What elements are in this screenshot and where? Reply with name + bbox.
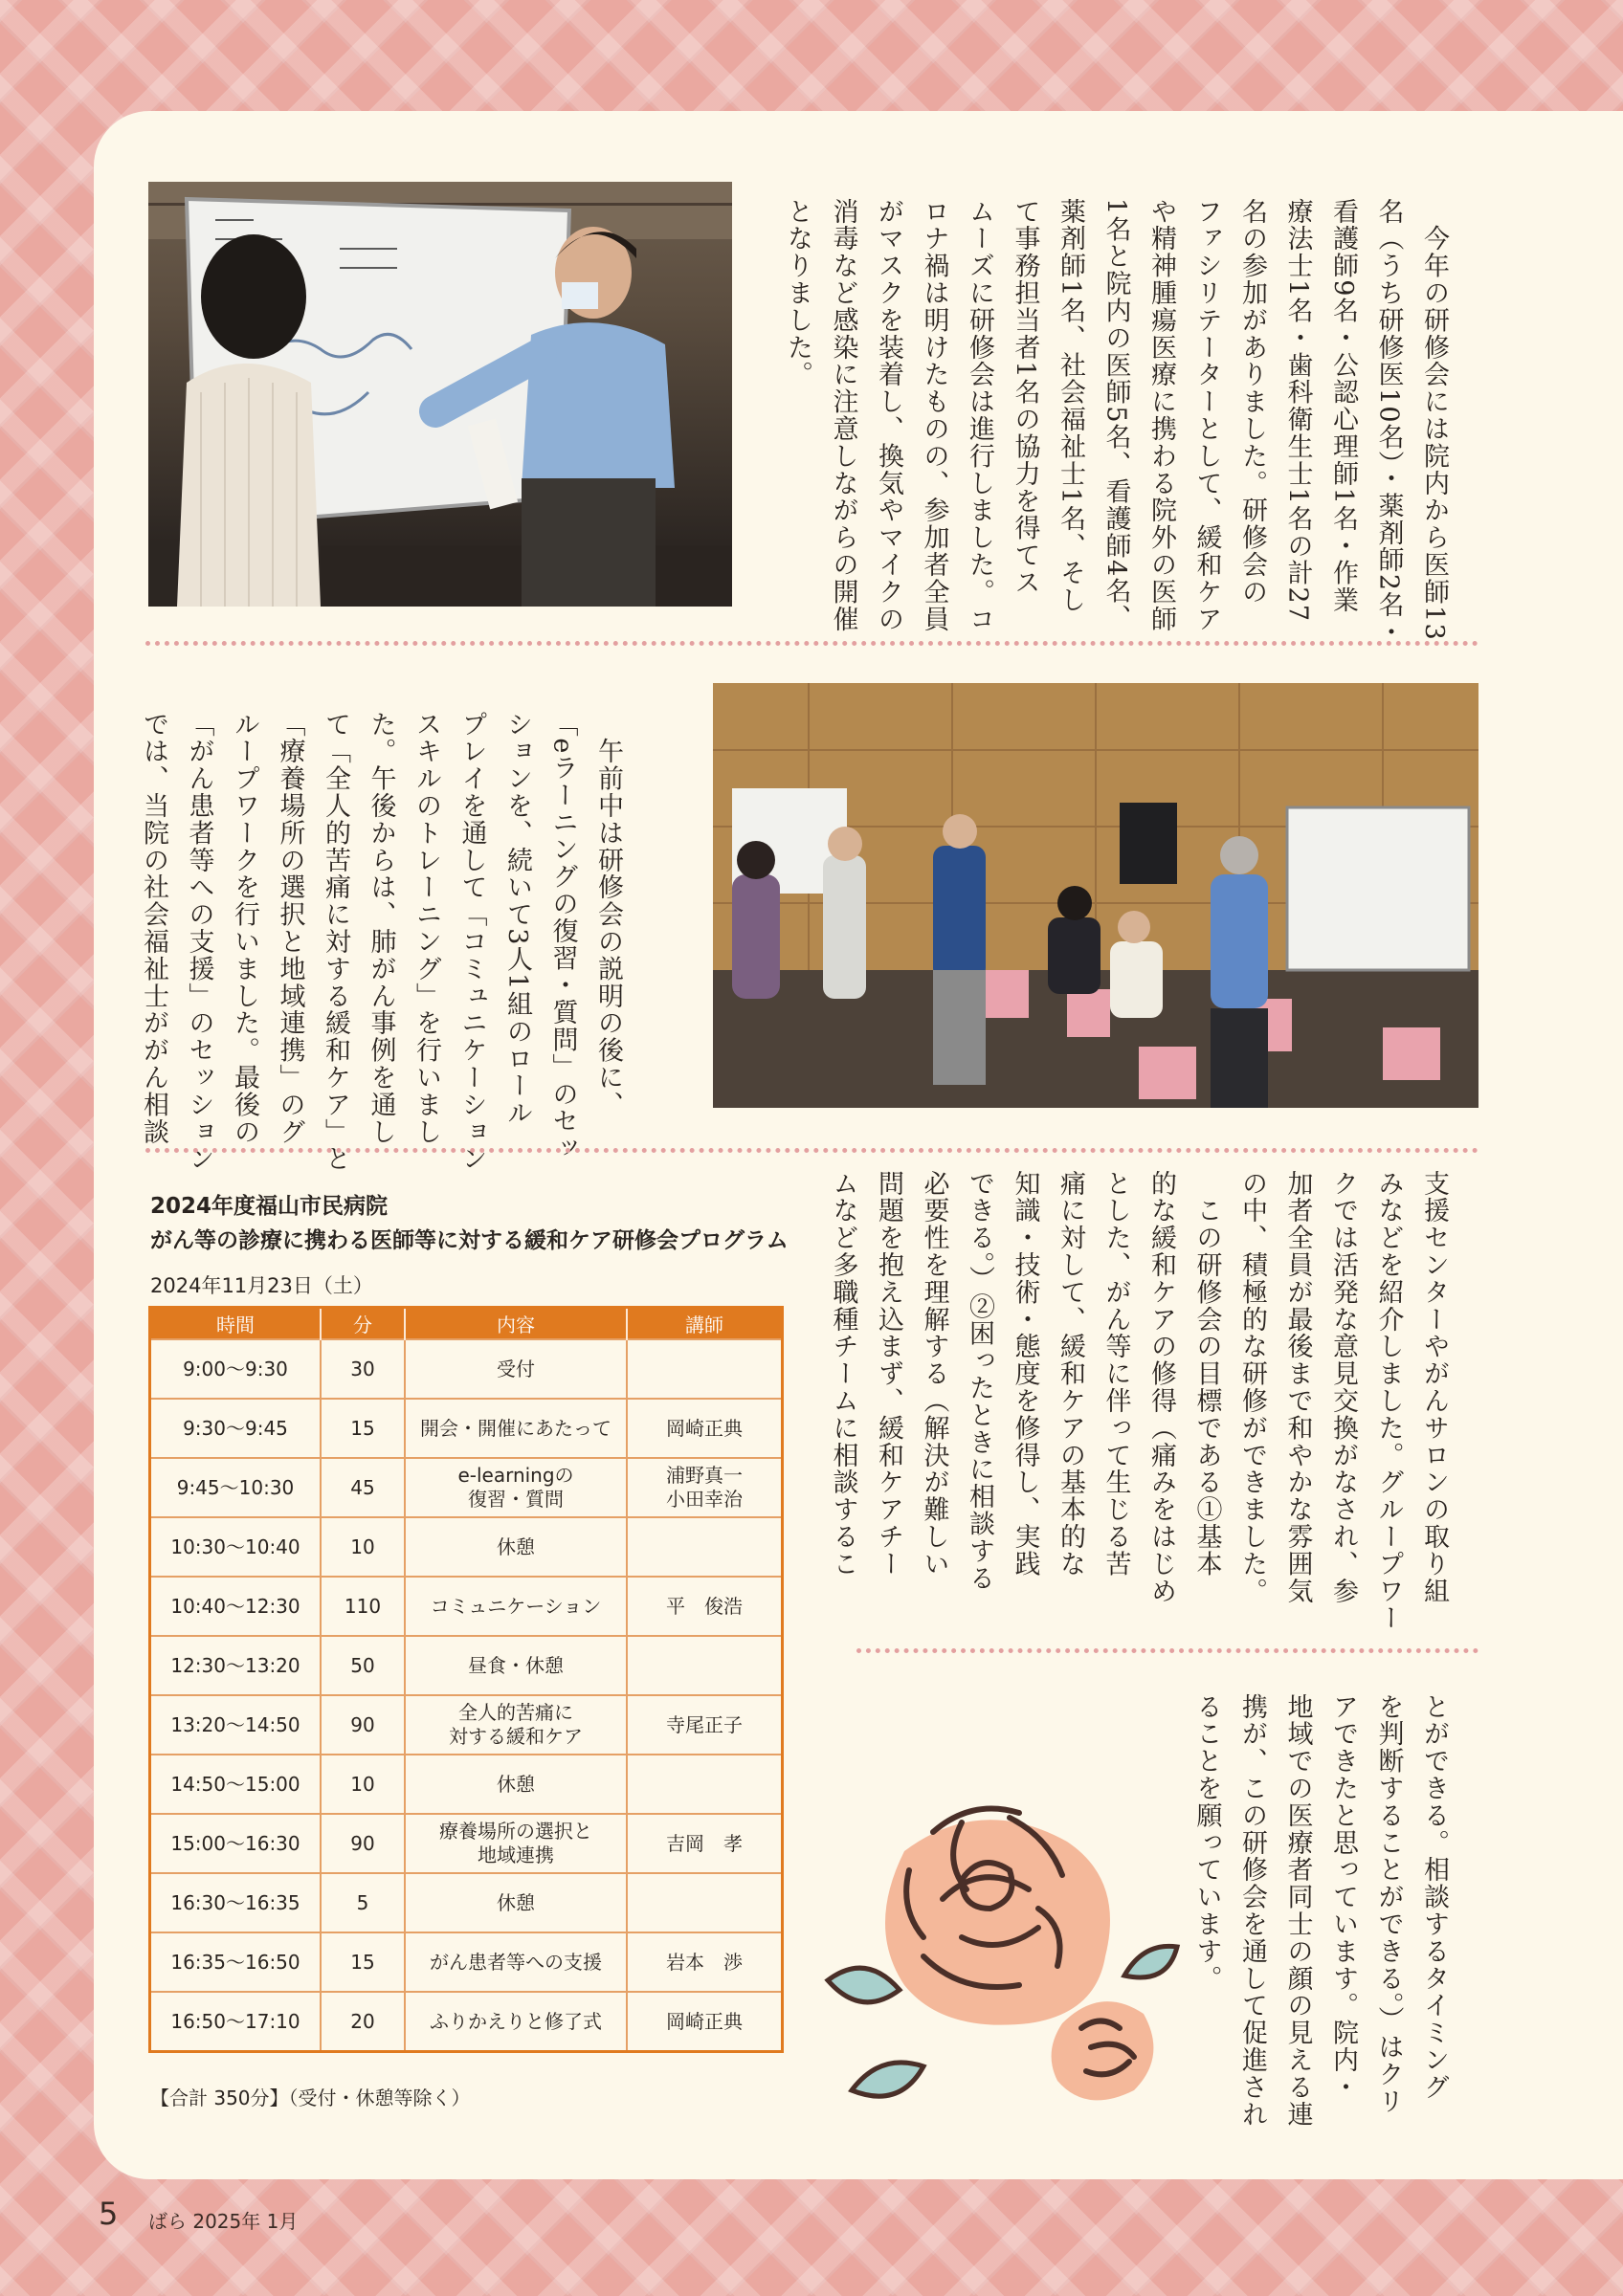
table-row	[150, 1577, 783, 1636]
cell-minutes: 50	[321, 1636, 405, 1695]
group-work-photo-drawing	[713, 683, 1478, 1108]
header-time: 時間	[150, 1308, 322, 1340]
dotted-divider	[145, 1148, 1478, 1153]
header-minutes: 分	[321, 1308, 405, 1340]
cell-time: 16:35〜16:50	[150, 1932, 322, 1992]
cell-time: 9:45〜10:30	[150, 1458, 322, 1517]
cell-lecturer: 浦野真一 小田幸治	[627, 1458, 783, 1517]
cell-lecturer	[627, 1339, 783, 1399]
table-row	[150, 1695, 783, 1755]
cell-content: 全人的苦痛に 対する緩和ケア	[405, 1695, 627, 1755]
article-paragraph-3: 支援センターやがんサロンの取り組 みなどを紹介しました。グループワー クでは活発な意見交換がなされ、参 加者全員が最後まで和やかな雰囲気 の中、積極的な研修ができました。 この研修会の目標である①基本 的な緩和ケアの修得（痛みをはじめ とした、がん等に伴って生じる苦 痛に対して、緩和ケアの基本的な 知識・技術・態度を修得し、実践 できる。）②困ったときに相談する 必要性を理解する（解決が難しい 問題を抱え込まず、緩和ケアチー ムなど多職種チームに相談するこ	[828, 1170, 1449, 1632]
program-organization: 2024年度福山市民病院	[150, 1194, 389, 1219]
whiteboard-photo	[148, 182, 732, 607]
article-paragraph-4: とができる。相談するタイミング を判断することができる。）はクリ アできたと思っています。院内・ 地域での医療者同士の顔の見える連 携が、この研修会を通して促進され ることを願っています。	[1191, 1693, 1449, 2129]
cell-content: 昼食・休憩	[405, 1636, 627, 1695]
cell-minutes: 90	[321, 1695, 405, 1755]
cell-content: 受付	[405, 1339, 627, 1399]
cell-minutes: 20	[321, 1992, 405, 2052]
rose-illustration	[818, 1775, 1201, 2138]
table-row	[150, 1873, 783, 1932]
table-row	[150, 1814, 783, 1873]
cell-lecturer	[627, 1755, 783, 1814]
cell-minutes: 45	[321, 1458, 405, 1517]
cell-time: 12:30〜13:20	[150, 1636, 322, 1695]
cell-lecturer: 寺尾正子	[627, 1695, 783, 1755]
cell-content: 療養場所の選択と 地域連携	[405, 1814, 627, 1873]
cell-content: 開会・開催にあたって	[405, 1399, 627, 1458]
cell-time: 16:30〜16:35	[150, 1873, 322, 1932]
table-row	[150, 1339, 783, 1399]
cell-time: 15:00〜16:30	[150, 1814, 322, 1873]
table-row	[150, 1636, 783, 1695]
program-total-note: 【合計 350分】（受付・休憩等除く）	[150, 2086, 471, 2109]
cell-content: がん患者等への支援	[405, 1932, 627, 1992]
dotted-divider	[145, 641, 1478, 646]
page-number: 5	[99, 2196, 119, 2232]
article-paragraph-2: 午前中は研修会の説明の後に、 「eラーニングの復習・質問」のセッ ションを、続いて3人1組のロール プレイを通して「コミュニケーション スキルのトレーニング」を行いまし た。午後からは、肺がん事例を通し て「全人的苦痛に対する緩和ケア」と 「療養場所の選択と地域連携」のグ ループワークを行いました。最後の 「がん患者等への支援」のセッション では、当院の社会福祉士ががん相談	[139, 711, 623, 1173]
cell-content: ふりかえりと修了式	[405, 1992, 627, 2052]
cell-minutes: 30	[321, 1339, 405, 1399]
cell-lecturer: 岡崎正典	[627, 1399, 783, 1458]
cell-time: 13:20〜14:50	[150, 1695, 322, 1755]
cell-minutes: 90	[321, 1814, 405, 1873]
cell-lecturer: 吉岡 孝	[627, 1814, 783, 1873]
program-schedule-table	[148, 1306, 784, 2053]
cell-time: 10:30〜10:40	[150, 1517, 322, 1577]
cell-lecturer	[627, 1517, 783, 1577]
cell-minutes: 15	[321, 1399, 405, 1458]
header-lecturer: 講師	[627, 1308, 783, 1340]
table-row	[150, 1399, 783, 1458]
cell-minutes: 5	[321, 1873, 405, 1932]
dotted-divider	[856, 1648, 1478, 1653]
table-row	[150, 1517, 783, 1577]
magazine-issue: ばら 2025年 1月	[148, 2210, 299, 2233]
cell-minutes: 15	[321, 1932, 405, 1992]
cell-minutes: 10	[321, 1517, 405, 1577]
whiteboard-photo-drawing	[148, 182, 732, 607]
cell-time: 14:50〜15:00	[150, 1755, 322, 1814]
cell-lecturer	[627, 1873, 783, 1932]
cell-time: 9:00〜9:30	[150, 1339, 322, 1399]
cell-lecturer	[627, 1636, 783, 1695]
cell-content: 休憩	[405, 1517, 627, 1577]
cell-content: コミュニケーション	[405, 1577, 627, 1636]
cell-time: 16:50〜17:10	[150, 1992, 322, 2052]
header-content: 内容	[405, 1308, 627, 1340]
program-title: がん等の診療に携わる医師等に対する緩和ケア研修会プログラム	[150, 1228, 789, 1253]
program-date: 2024年11月23日（土）	[150, 1274, 373, 1297]
table-row	[150, 1458, 783, 1517]
group-work-photo	[713, 683, 1478, 1108]
cell-content: e-learningの 復習・質問	[405, 1458, 627, 1517]
cell-content: 休憩	[405, 1873, 627, 1932]
table-row	[150, 1932, 783, 1992]
table-row	[150, 1992, 783, 2052]
cell-time: 10:40〜12:30	[150, 1577, 322, 1636]
table-row	[150, 1755, 783, 1814]
cell-minutes: 110	[321, 1577, 405, 1636]
table-body	[150, 1339, 783, 2052]
cell-time: 9:30〜9:45	[150, 1399, 322, 1458]
cell-content: 休憩	[405, 1755, 627, 1814]
cell-lecturer: 平 俊浩	[627, 1577, 783, 1636]
cell-lecturer: 岩本 渉	[627, 1932, 783, 1992]
cell-lecturer: 岡崎正典	[627, 1992, 783, 2052]
article-paragraph-1: 今年の研修会には院内から医師13 名（うち研修医10名）・薬剤師2名・ 看護師9名・公認心理師1名・作業 療法士1名・歯科衛生士1名の計27 名の参加がありました。研修会の ファシリテーターとして、緩和ケア や精神腫瘍医療に携わる院外の医師 1名と院内の医師5名、看護師4名、 薬剤師1名、社会福祉士1名、そし て事務担当者1名の協力を得てス ムーズに研修会は進行しました。コ ロナ禍は明けたものの、参加者全員 がマスクを装着し、換気やマイクの 消毒など感染に注意しながらの開催 となりました。	[783, 198, 1449, 647]
table-header-row	[150, 1308, 783, 1340]
cell-minutes: 10	[321, 1755, 405, 1814]
